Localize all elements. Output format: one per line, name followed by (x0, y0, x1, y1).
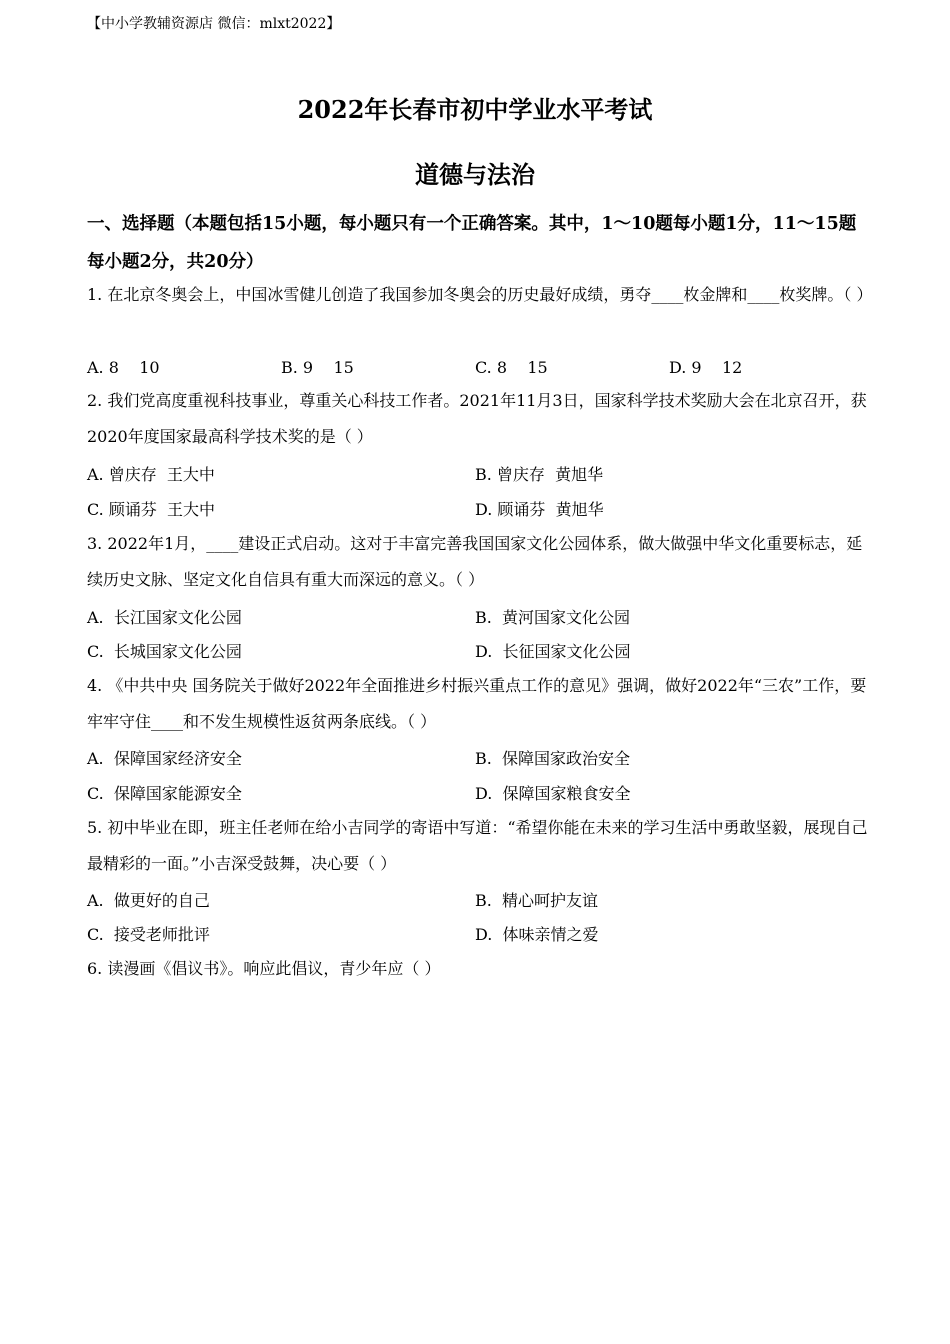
question-3-stem: 3. 2022年1月，____建设正式启动。这对于丰富完善我国国家文化公园体系，做大做强中华文化重要标志，延续历史文脉、坚定文化自信具有重大而深远的意义。（ ） (87, 534, 863, 589)
question-5-option-c: C. 接受老师批评 (87, 925, 210, 944)
question-3-option-d: D. 长征国家文化公园 (475, 642, 631, 661)
question-5-option-a: A. 做更好的自己 (87, 891, 210, 910)
question-2-option-c: C. 顾诵芬 王大中 (87, 500, 216, 519)
question-4-option-a: A. 保障国家经济安全 (87, 749, 242, 768)
question-4-stem: 4. 《中共中央 国务院关于做好2022年全面推进乡村振兴重点工作的意见》强调，做好2022年“三农”工作，要牢牢守住____和不发生规模性返贫两条底线。（ ） (87, 676, 867, 731)
question-3-option-a: A. 长江国家文化公园 (87, 608, 242, 627)
question-5-stem: 5. 初中毕业在即，班主任老师在给小吉同学的寄语中写道：“希望你能在未来的学习生活中勇敢坚毅，展现自己最精彩的一面。”小吉深受鼓舞，决心要（ ） (87, 818, 868, 873)
question-2-option-d: D. 顾诵芬 黄旭华 (475, 500, 604, 519)
question-6-stem: 6. 读漫画《倡议书》。响应此倡议，青少年应（ ） (87, 959, 441, 978)
question-1-option-d: D. 9 12 (669, 358, 743, 377)
question-3-option-c: C. 长城国家文化公园 (87, 642, 242, 661)
subject-title: 道德与法治 (415, 160, 535, 189)
question-5-option-d: D. 体味亲情之爱 (475, 925, 599, 944)
header-note: 【中小学教辅资源店 微信：mlxt2022】 (87, 16, 341, 32)
question-3-option-b: B. 黄河国家文化公园 (475, 608, 631, 627)
question-2-option-a: A. 曾庆存 王大中 (87, 465, 215, 484)
section-heading: 一、选择题（本题包括15小题，每小题只有一个正确答案。其中，1～10题每小题1分，11～15题每小题2分，共20分） (87, 214, 857, 272)
question-5-option-b: B. 精心呵护友谊 (475, 891, 599, 910)
question-1-option-a: A. 8 10 (87, 358, 160, 377)
question-4-option-c: C. 保障国家能源安全 (87, 784, 242, 803)
question-2-option-b: B. 曾庆存 黄旭华 (475, 465, 604, 484)
question-4-option-d: D. 保障国家粮食安全 (475, 784, 631, 803)
question-2-stem: 2. 我们党高度重视科技事业，尊重关心科技工作者。2021年11月3日，国家科学技术奖励大会在北京召开，获2020年度国家最高科学技术奖的是（ ） (87, 391, 867, 446)
question-4-option-b: B. 保障国家政治安全 (475, 749, 631, 768)
question-1-option-b: B. 9 15 (281, 358, 354, 377)
exam-title: 2022年长春市初中学业水平考试 (297, 95, 653, 124)
question-1-stem: 1. 在北京冬奥会上，中国冰雪健儿创造了我国参加冬奥会的历史最好成绩，勇夺____枚金牌和____枚奖牌。（ ） (87, 285, 873, 304)
question-1-option-c: C. 8 15 (475, 358, 548, 377)
